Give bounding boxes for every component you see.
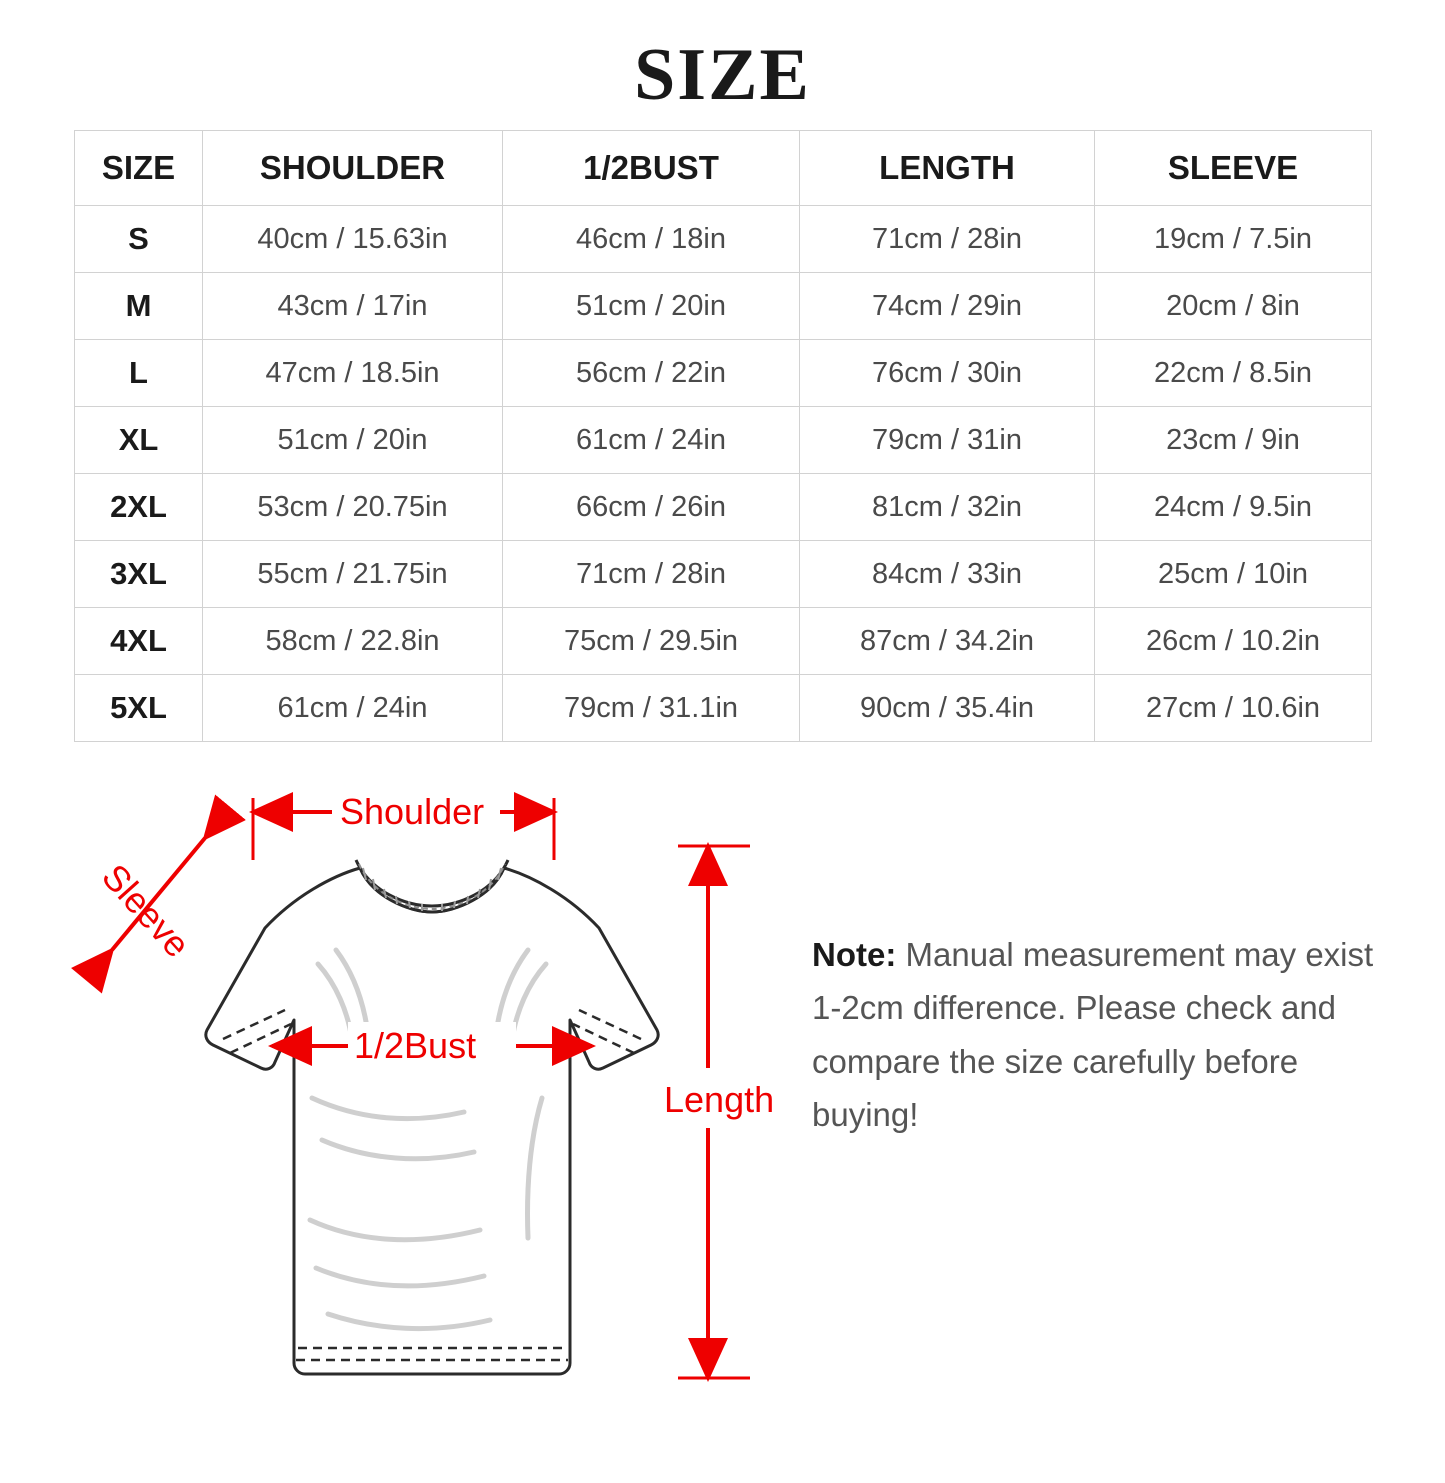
cell-length: 71cm / 28in — [800, 206, 1095, 273]
table-row — [75, 206, 1372, 273]
halfbust-label: 1/2Bust — [354, 1025, 477, 1066]
cell-length: 81cm / 32in — [800, 474, 1095, 541]
cell-length: 76cm / 30in — [800, 340, 1095, 407]
cell-bust: 79cm / 31.1in — [503, 675, 800, 742]
cell-size: 3XL — [75, 541, 203, 608]
shoulder-measure — [253, 788, 554, 860]
table-row — [75, 340, 1372, 407]
page-title: SIZE — [634, 34, 811, 116]
sleeve-measure — [94, 838, 205, 965]
cell-size: XL — [75, 407, 203, 474]
cell-size: M — [75, 273, 203, 340]
measurement-diagram-area — [0, 768, 1445, 1408]
cell-shoulder: 61cm / 24in — [203, 675, 503, 742]
cell-shoulder: 43cm / 17in — [203, 273, 503, 340]
cell-size: 4XL — [75, 608, 203, 675]
cell-size: S — [75, 206, 203, 273]
cell-sleeve: 26cm / 10.2in — [1095, 608, 1372, 675]
note-text: Manual measurement may exist 1-2cm difference. Please check and compare the size carefully before buying! — [812, 936, 1374, 1134]
cell-bust: 66cm / 26in — [503, 474, 800, 541]
cell-shoulder: 51cm / 20in — [203, 407, 503, 474]
cell-bust: 71cm / 28in — [503, 541, 800, 608]
cell-shoulder: 47cm / 18.5in — [203, 340, 503, 407]
cell-length: 74cm / 29in — [800, 273, 1095, 340]
cell-size: L — [75, 340, 203, 407]
cell-length: 87cm / 34.2in — [800, 608, 1095, 675]
cell-bust: 51cm / 20in — [503, 273, 800, 340]
cell-length: 90cm / 35.4in — [800, 675, 1095, 742]
sleeve-label: Sleeve — [94, 855, 199, 966]
shoulder-label: Shoulder — [340, 791, 485, 832]
cell-sleeve: 19cm / 7.5in — [1095, 206, 1372, 273]
length-label: Length — [664, 1079, 775, 1120]
column-header-size: SIZE — [75, 131, 203, 206]
cell-bust: 75cm / 29.5in — [503, 608, 800, 675]
cell-shoulder: 40cm / 15.63in — [203, 206, 503, 273]
cell-sleeve: 25cm / 10in — [1095, 541, 1372, 608]
size-chart-container — [74, 130, 1371, 742]
column-header-shoulder: SHOULDER — [203, 131, 503, 206]
cell-sleeve: 20cm / 8in — [1095, 273, 1372, 340]
cell-shoulder: 55cm / 21.75in — [203, 541, 503, 608]
column-header-length: LENGTH — [800, 131, 1095, 206]
cell-bust: 46cm / 18in — [503, 206, 800, 273]
cell-sleeve: 22cm / 8.5in — [1095, 340, 1372, 407]
table-row — [75, 675, 1372, 742]
cell-size: 5XL — [75, 675, 203, 742]
column-header-bust: 1/2BUST — [503, 131, 800, 206]
table-row — [75, 407, 1372, 474]
cell-sleeve: 24cm / 9.5in — [1095, 474, 1372, 541]
cell-bust: 56cm / 22in — [503, 340, 800, 407]
table-row — [75, 474, 1372, 541]
cell-shoulder: 58cm / 22.8in — [203, 608, 503, 675]
table-header-row — [75, 131, 1372, 206]
table-row — [75, 608, 1372, 675]
note-block — [812, 928, 1382, 1142]
cell-shoulder: 53cm / 20.75in — [203, 474, 503, 541]
tshirt-diagram — [60, 768, 780, 1408]
table-row — [75, 273, 1372, 340]
column-header-sleeve: SLEEVE — [1095, 131, 1372, 206]
note-prefix: Note: — [812, 936, 897, 973]
cell-size: 2XL — [75, 474, 203, 541]
tshirt-outline — [206, 860, 658, 1374]
cell-sleeve: 23cm / 9in — [1095, 407, 1372, 474]
cell-length: 84cm / 33in — [800, 541, 1095, 608]
cell-length: 79cm / 31in — [800, 407, 1095, 474]
size-chart-table — [74, 130, 1372, 742]
table-row — [75, 541, 1372, 608]
cell-bust: 61cm / 24in — [503, 407, 800, 474]
length-measure — [660, 846, 774, 1378]
cell-sleeve: 27cm / 10.6in — [1095, 675, 1372, 742]
